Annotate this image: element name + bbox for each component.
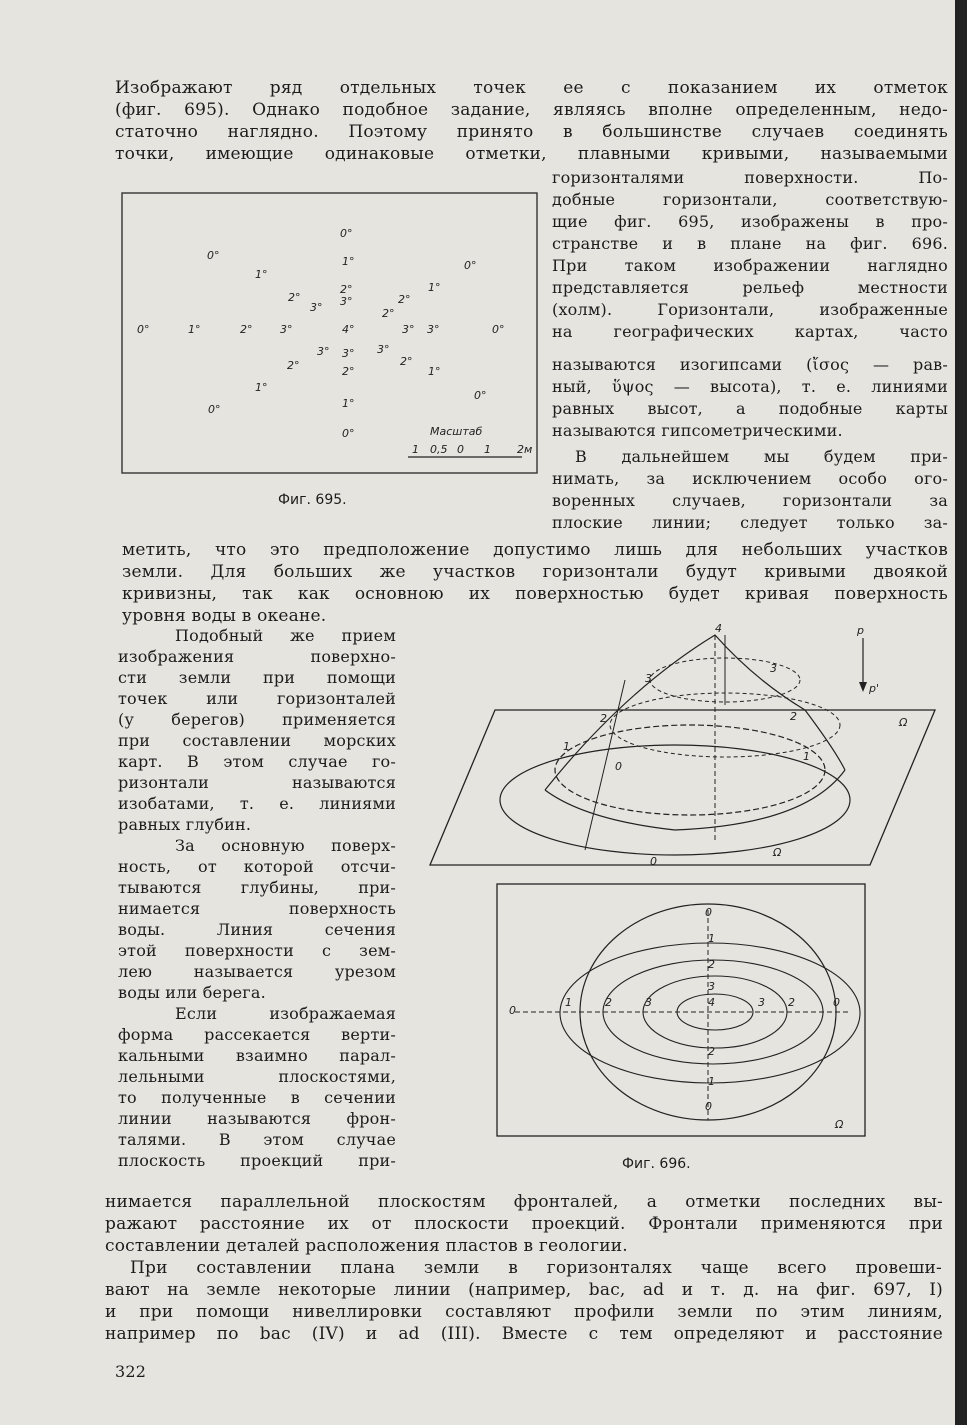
text-line: представляется рельеф местности <box>552 278 948 297</box>
spot-height-mark: 0° <box>342 427 355 440</box>
text-line: то полученные в сечении <box>118 1088 396 1107</box>
text-line: равных глубин. <box>118 815 252 834</box>
spot-height-mark: 2° <box>342 365 355 378</box>
contour-label: 1 <box>708 1075 715 1088</box>
contour-label: 2 <box>790 710 797 723</box>
text-line: добные горизонтали, соответствую- <box>552 190 948 209</box>
text-line: В дальнейшем мы будем при- <box>575 447 948 466</box>
scale-tick: 2м <box>517 443 533 456</box>
text-line: точки, имеющие одинаковые отметки, плавными кривыми, называемыми <box>115 144 948 164</box>
contour-label: 0 <box>705 906 712 919</box>
contour-label: 1 <box>565 996 572 1009</box>
scale-tick: 1 <box>412 443 419 456</box>
contour-label: 3 <box>758 996 765 1009</box>
spot-height-mark: 2° <box>382 307 395 320</box>
text-line: нимается параллельной плоскостям фронталей, а отметки последних вы- <box>105 1192 943 1212</box>
text-line: вают на земле некоторые линии (например, bac, ad и т. д. на фиг. 697, I) <box>105 1280 943 1300</box>
plane-label-bottom: Ω <box>773 846 782 859</box>
spot-height-mark: 1° <box>342 397 355 410</box>
spot-height-mark: 3° <box>340 295 353 308</box>
spot-height-mark: 0° <box>492 323 505 336</box>
text-line: линии называются фрон- <box>118 1109 396 1128</box>
contour-label: 2 <box>708 958 715 971</box>
page-edge-shadow <box>955 0 967 1425</box>
text-line: на географических картах, часто <box>552 322 948 341</box>
text-line: статочно наглядно. Поэтому принято в большинстве случаев соединять <box>115 122 948 142</box>
text-line: сти земли при помощи <box>118 668 396 687</box>
contour-label: 1 <box>563 740 570 753</box>
scale-tick: 1 <box>484 443 491 456</box>
text-line: составлении деталей расположения пластов в геологии. <box>105 1236 628 1256</box>
spot-height-mark: 0° <box>207 249 220 262</box>
text-line: ризонтали называются <box>118 773 396 792</box>
text-line: называются гипсометрическими. <box>552 421 843 440</box>
scale-tick: 0 <box>457 443 464 456</box>
spot-height-mark: 4° <box>342 323 355 336</box>
scale-label: Масштаб <box>430 425 483 438</box>
contour-label: 0 <box>650 855 657 868</box>
plane-label-top: Ω <box>899 716 908 729</box>
text-line: кривизны, так как основною их поверхностью будет кривая поверхность <box>122 584 948 604</box>
spot-height-mark: 2° <box>400 355 413 368</box>
text-line: изобатами, т. е. линиями <box>118 794 396 813</box>
text-line: форма рассекается верти- <box>118 1025 396 1044</box>
contour-label: 2 <box>708 1045 715 1058</box>
spot-height-mark: 2° <box>340 283 353 296</box>
page-number: 322 <box>115 1362 147 1381</box>
text-line: талями. В этом случае <box>118 1130 396 1149</box>
text-line: воды или берега. <box>118 983 266 1002</box>
contour-label: 2 <box>605 996 612 1009</box>
text-line: плоскость проекций при- <box>118 1151 396 1170</box>
spot-height-mark: 1° <box>255 268 268 281</box>
spot-height-mark: 0° <box>137 323 150 336</box>
spot-height-mark: 2° <box>398 293 411 306</box>
text-line: плоские линии; следует только за- <box>552 513 948 532</box>
text-line: воренных случаев, горизонтали за <box>552 491 948 510</box>
spot-height-mark: 1° <box>428 281 441 294</box>
spot-height-mark: 0° <box>464 259 477 272</box>
text-line: (фиг. 695). Однако подобное задание, являясь вполне определенным, недо- <box>115 100 948 120</box>
figure-696-caption: Фиг. 696. <box>622 1156 691 1172</box>
contour-label: 2 <box>788 996 795 1009</box>
spot-height-mark: 1° <box>255 381 268 394</box>
plane-label-plan: Ω <box>835 1118 844 1131</box>
spot-height-mark: 3° <box>402 323 415 336</box>
text-line: ный, ὕψος — высота), т. е. линиями <box>552 377 948 396</box>
text-line: уровня воды в океане. <box>122 606 327 626</box>
contour-label: 3 <box>645 672 652 685</box>
text-line: нимается поверхность <box>118 899 396 918</box>
spot-height-mark: 3° <box>342 347 355 360</box>
text-line: изображения поверхно- <box>118 647 396 666</box>
contour-label: 0 <box>705 1100 712 1113</box>
spot-height-mark: 0° <box>474 389 487 402</box>
contour-label: 0 <box>509 1004 516 1017</box>
text-line: ность, от которой отсчи- <box>118 857 396 876</box>
contour-label: 2 <box>600 712 607 725</box>
spot-height-mark: 1° <box>188 323 201 336</box>
text-line: ражают расстояние их от плоскости проекций. Фронтали применяются при <box>105 1214 943 1234</box>
contour-label: 3 <box>645 996 652 1009</box>
spot-height-mark: 2° <box>288 291 301 304</box>
text-line: например по bac (IV) и ad (III). Вместе с тем определяют и расстояние <box>105 1324 943 1344</box>
spot-height-mark: 1° <box>342 255 355 268</box>
text-line: карт. В этом случае го- <box>118 752 396 771</box>
contour-label: 1 <box>708 932 715 945</box>
figure-696-plan <box>495 880 870 1140</box>
text-line: лельными плоскостями, <box>118 1067 396 1086</box>
text-line: равных высот, а подобные карты <box>552 399 948 418</box>
spot-height-mark: 2° <box>240 323 253 336</box>
figure-695-caption: Фиг. 695. <box>278 492 347 508</box>
text-line: лею называется урезом <box>118 962 396 981</box>
spot-height-mark: 3° <box>377 343 390 356</box>
figure-696-perspective <box>425 620 950 875</box>
contour-label: 3 <box>708 980 715 993</box>
contour-label: 0 <box>833 996 840 1009</box>
p-prime-label: p' <box>869 682 880 695</box>
text-line: Если изображаемая <box>175 1004 396 1023</box>
text-line: При таком изображении наглядно <box>552 256 948 275</box>
text-line: При составлении плана земли в горизонталях чаще всего провеши- <box>130 1258 942 1278</box>
text-line: этой поверхности с зем- <box>118 941 396 960</box>
text-line: точек или горизонталей <box>118 689 396 708</box>
spot-height-mark: 0° <box>208 403 221 416</box>
text-line: Подобный же прием <box>175 626 396 645</box>
text-line: странстве и в плане на фиг. 696. <box>552 234 948 253</box>
spot-height-mark: 3° <box>280 323 293 336</box>
text-line: при составлении морских <box>118 731 396 750</box>
spot-height-mark: 0° <box>340 227 353 240</box>
spot-height-mark: 3° <box>317 345 330 358</box>
contour-label: 0 <box>615 760 622 773</box>
text-line: воды. Линия сечения <box>118 920 396 939</box>
contour-label: 1 <box>803 750 810 763</box>
spot-height-mark: 2° <box>287 359 300 372</box>
scale-tick: 0,5 <box>430 443 448 456</box>
text-line: кальными взаимно парал- <box>118 1046 396 1065</box>
text-line: (у берегов) применяется <box>118 710 396 729</box>
text-line: земли. Для больших же участков горизонтали будут кривыми двоякой <box>122 562 948 582</box>
text-line: щие фиг. 695, изображены в про- <box>552 212 948 231</box>
text-line: горизонталями поверхности. По- <box>552 168 948 187</box>
figure-695 <box>112 185 552 485</box>
p-label: p <box>857 624 864 637</box>
contour-label: 4 <box>708 996 715 1009</box>
text-line: Изображают ряд отдельных точек ее с показанием их отметок <box>115 78 948 98</box>
spot-height-mark: 1° <box>428 365 441 378</box>
text-line: нимать, за исключением особо ого- <box>552 469 948 488</box>
text-line: называются изогипсами (ἴσος — рав- <box>552 355 948 374</box>
text-line: и при помощи нивеллировки составляют профили земли по этим линиям, <box>105 1302 943 1322</box>
text-line: (холм). Горизонтали, изображенные <box>552 300 948 319</box>
spot-height-mark: 3° <box>427 323 440 336</box>
text-line: тываются глубины, при- <box>118 878 396 897</box>
contour-label: 4 <box>715 622 722 635</box>
spot-height-mark: 3° <box>310 301 323 314</box>
text-line: метить, что это предположение допустимо лишь для небольших участков <box>122 540 948 560</box>
text-line: За основную поверх- <box>175 836 396 855</box>
contour-label: 3 <box>770 662 777 675</box>
